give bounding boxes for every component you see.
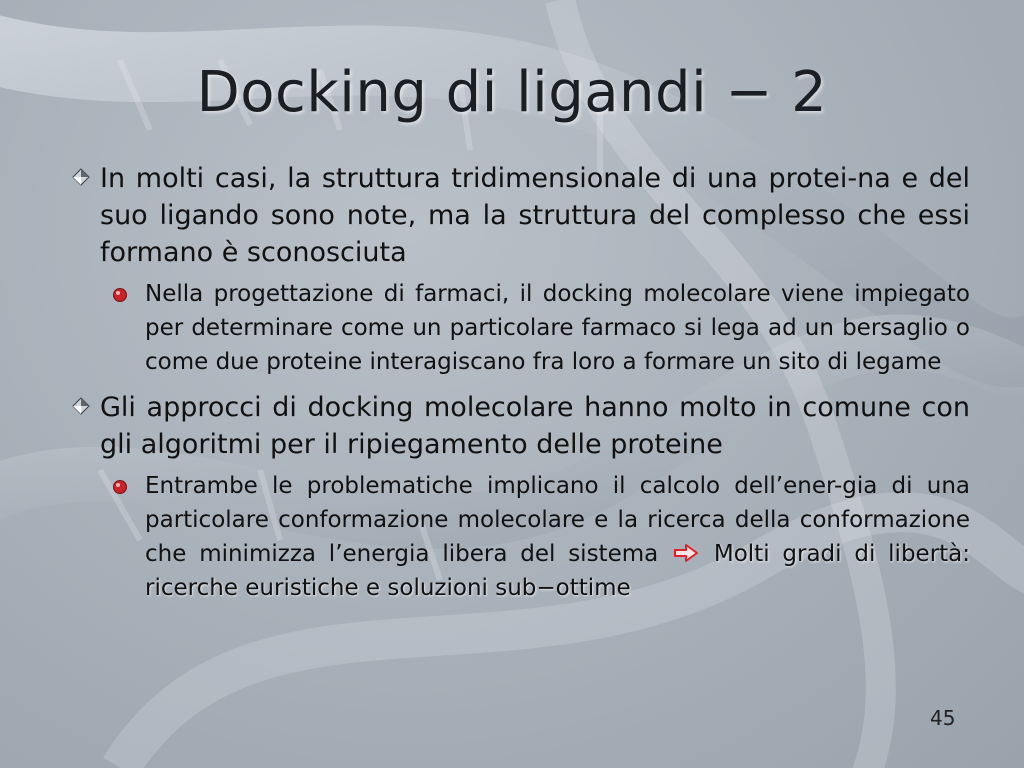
diamond-bullet-icon [72, 168, 90, 186]
round-bullet-icon [112, 287, 128, 303]
bullet-1-text: In molti casi, la struttura tridimensionale di una protei-na e del suo ligando sono note, ma la struttura del complesso che essi formano è sconosciuta [100, 163, 970, 268]
bullet-1-sub-1-text: Nella progettazione di farmaci, il docking molecolare viene impiegato per determinare come un particolare farmaco si lega ad un bersaglio o come due proteine interagiscano fra loro a formare un sito di legame [145, 281, 970, 375]
bullet-2 [60, 389, 970, 463]
bullet-2-sub-1 [60, 469, 970, 605]
right-arrow-icon [671, 543, 701, 563]
bullet-1-sub-1 [60, 277, 970, 379]
emphasis-text: Molti gradi di libertà: ricerche euristiche e soluzioni sub−ottime [145, 541, 971, 601]
bullet-2-sub-1-text: Entrambe le problematiche implicano il calcolo dell’ener-gia di una particolare conformazione molecolare e la ricerca della conformazione che minimizza l’energia libera del sistema [145, 473, 970, 567]
diamond-bullet-icon [72, 397, 90, 415]
slide-title: Docking di ligandi − 2 [196, 60, 828, 125]
round-bullet-icon [112, 479, 128, 495]
slide-number: 45 [930, 706, 956, 730]
bullet-1 [60, 160, 970, 271]
slide-content [60, 160, 970, 615]
bullet-2-text: Gli approcci di docking molecolare hanno molto in comune con gli algoritmi per il ripiegamento delle proteine [100, 392, 970, 460]
